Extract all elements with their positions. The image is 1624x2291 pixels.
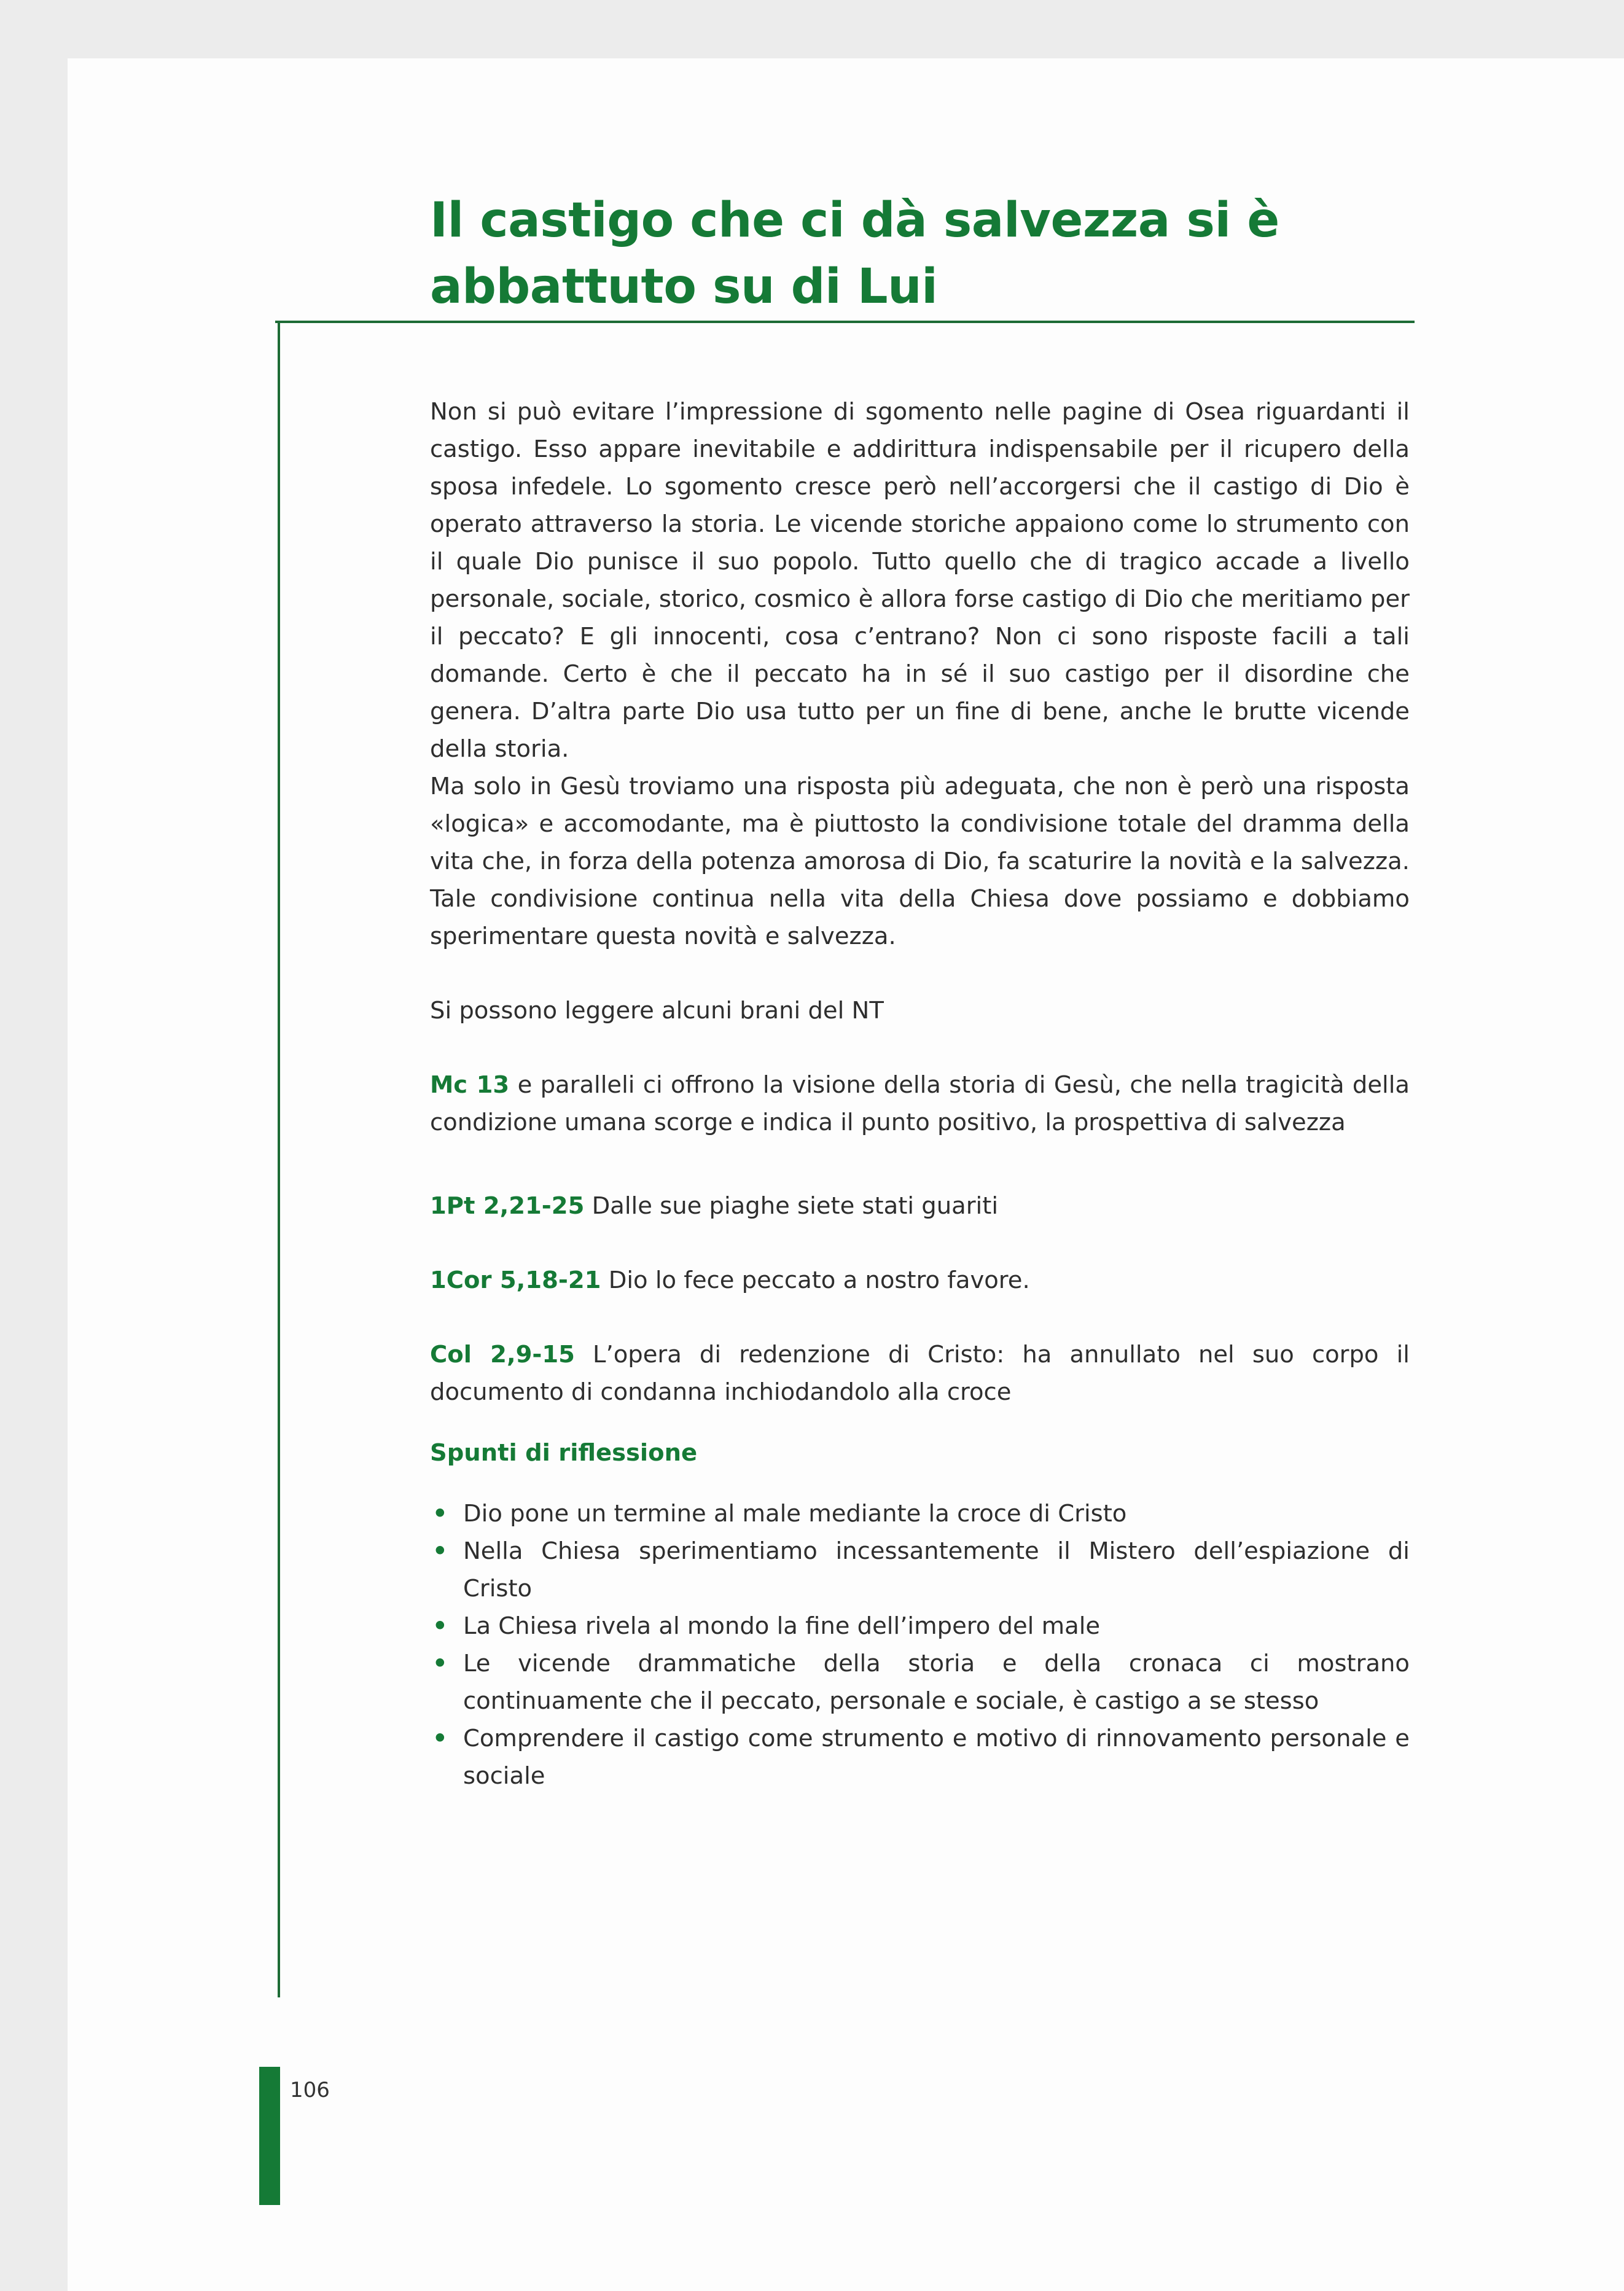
reference-entry [430,1336,1410,1411]
list-item: • Nella Chiesa sperimentiamo incessantemente il Mistero dell’espiazione di Cristo [430,1532,1410,1607]
list-item: • Comprendere il castigo come strumento e motivo di rinnovamento personale e sociale [430,1720,1410,1795]
bullet-icon: • [432,1725,448,1752]
nt-intro: Si possono leggere alcuni brani del NT [430,997,884,1025]
list-item: • Dio pone un termine al male mediante la croce di Cristo [430,1495,1410,1532]
page-tab-marker [259,2067,280,2205]
page-number: 106 [290,2078,330,2102]
body-paragraph: Ma solo in Gesù troviamo una risposta più adeguata, che non è però una risposta «logica» e accomodante, ma è piuttosto la condivisione totale del dramma della vita che, in forza della potenza amorosa di Dio, fa scaturire la novità e la salvezza. Tale condivisione continua nella vita della Chiesa dove possiamo e dobbiamo sperimentare questa novità e salvezza. [430,773,1410,950]
reference-entry [430,1066,1410,1141]
reference-label: Mc 13 [430,1071,510,1099]
list-item: • La Chiesa rivela al mondo la fine dell’impero del male [430,1607,1410,1645]
bullet-icon: • [432,1537,448,1565]
reference-entry [430,1262,1410,1299]
reference-entry [430,1187,1410,1225]
reference-label: 1Cor 5,18-21 [430,1266,601,1294]
reference-text: e paralleli ci offrono la visione della storia di Gesù, che nella tragicità della condizione umana scorge e indica il punto positivo, la prospettiva di salvezza [430,1071,1410,1136]
reflection-list [430,1495,1410,1795]
reflection-heading: Spunti di riflessione [430,1439,698,1467]
bullet-icon: • [432,1650,448,1677]
list-item: • Le vicende drammatiche della storia e della cronaca ci mostrano continuamente che il peccato, personale e sociale, è castigo a se stesso [430,1645,1410,1720]
left-margin-rule [278,321,280,1997]
reference-text: Dalle sue piaghe siete stati guariti [591,1192,999,1220]
reference-text: L’opera di redenzione di Cristo: ha annullato nel suo corpo il documento di condanna inchiodandolo alla croce [430,1341,1410,1406]
bullet-icon: • [432,1500,448,1528]
page-title: Il castigo che ci dà salvezza si è abbattuto su di Lui [430,193,1279,314]
reference-label: 1Pt 2,21-25 [430,1192,585,1220]
title-underline [275,321,1415,323]
reference-label: Col 2,9-15 [430,1341,575,1368]
reference-text: Dio lo fece peccato a nostro favore. [608,1266,1030,1294]
bullet-icon: • [432,1612,448,1640]
body-paragraph: Non si può evitare l’impressione di sgomento nelle pagine di Osea riguardanti il castigo. Esso appare inevitabile e addirittura indispensabile per il ricupero della sposa infedele. Lo sgomento cresce però nell’accorgersi che il castigo di Dio è operato attraverso la storia. Le vicende storiche appaiono come lo strumento con il quale Dio punisce il suo popolo. Tutto quello che di tragico accade a livello personale, sociale, storico, cosmico è allora forse castigo di Dio che meritiamo per il peccato? E gli innocenti, cosa c’entrano? Non ci sono risposte facili a tali domande. Certo è che il peccato ha in sé il suo castigo per il disordine che genera. D’altra parte Dio usa tutto per un fine di bene, anche le brutte vicende della storia. [430,398,1410,763]
main-content [430,393,1410,1795]
